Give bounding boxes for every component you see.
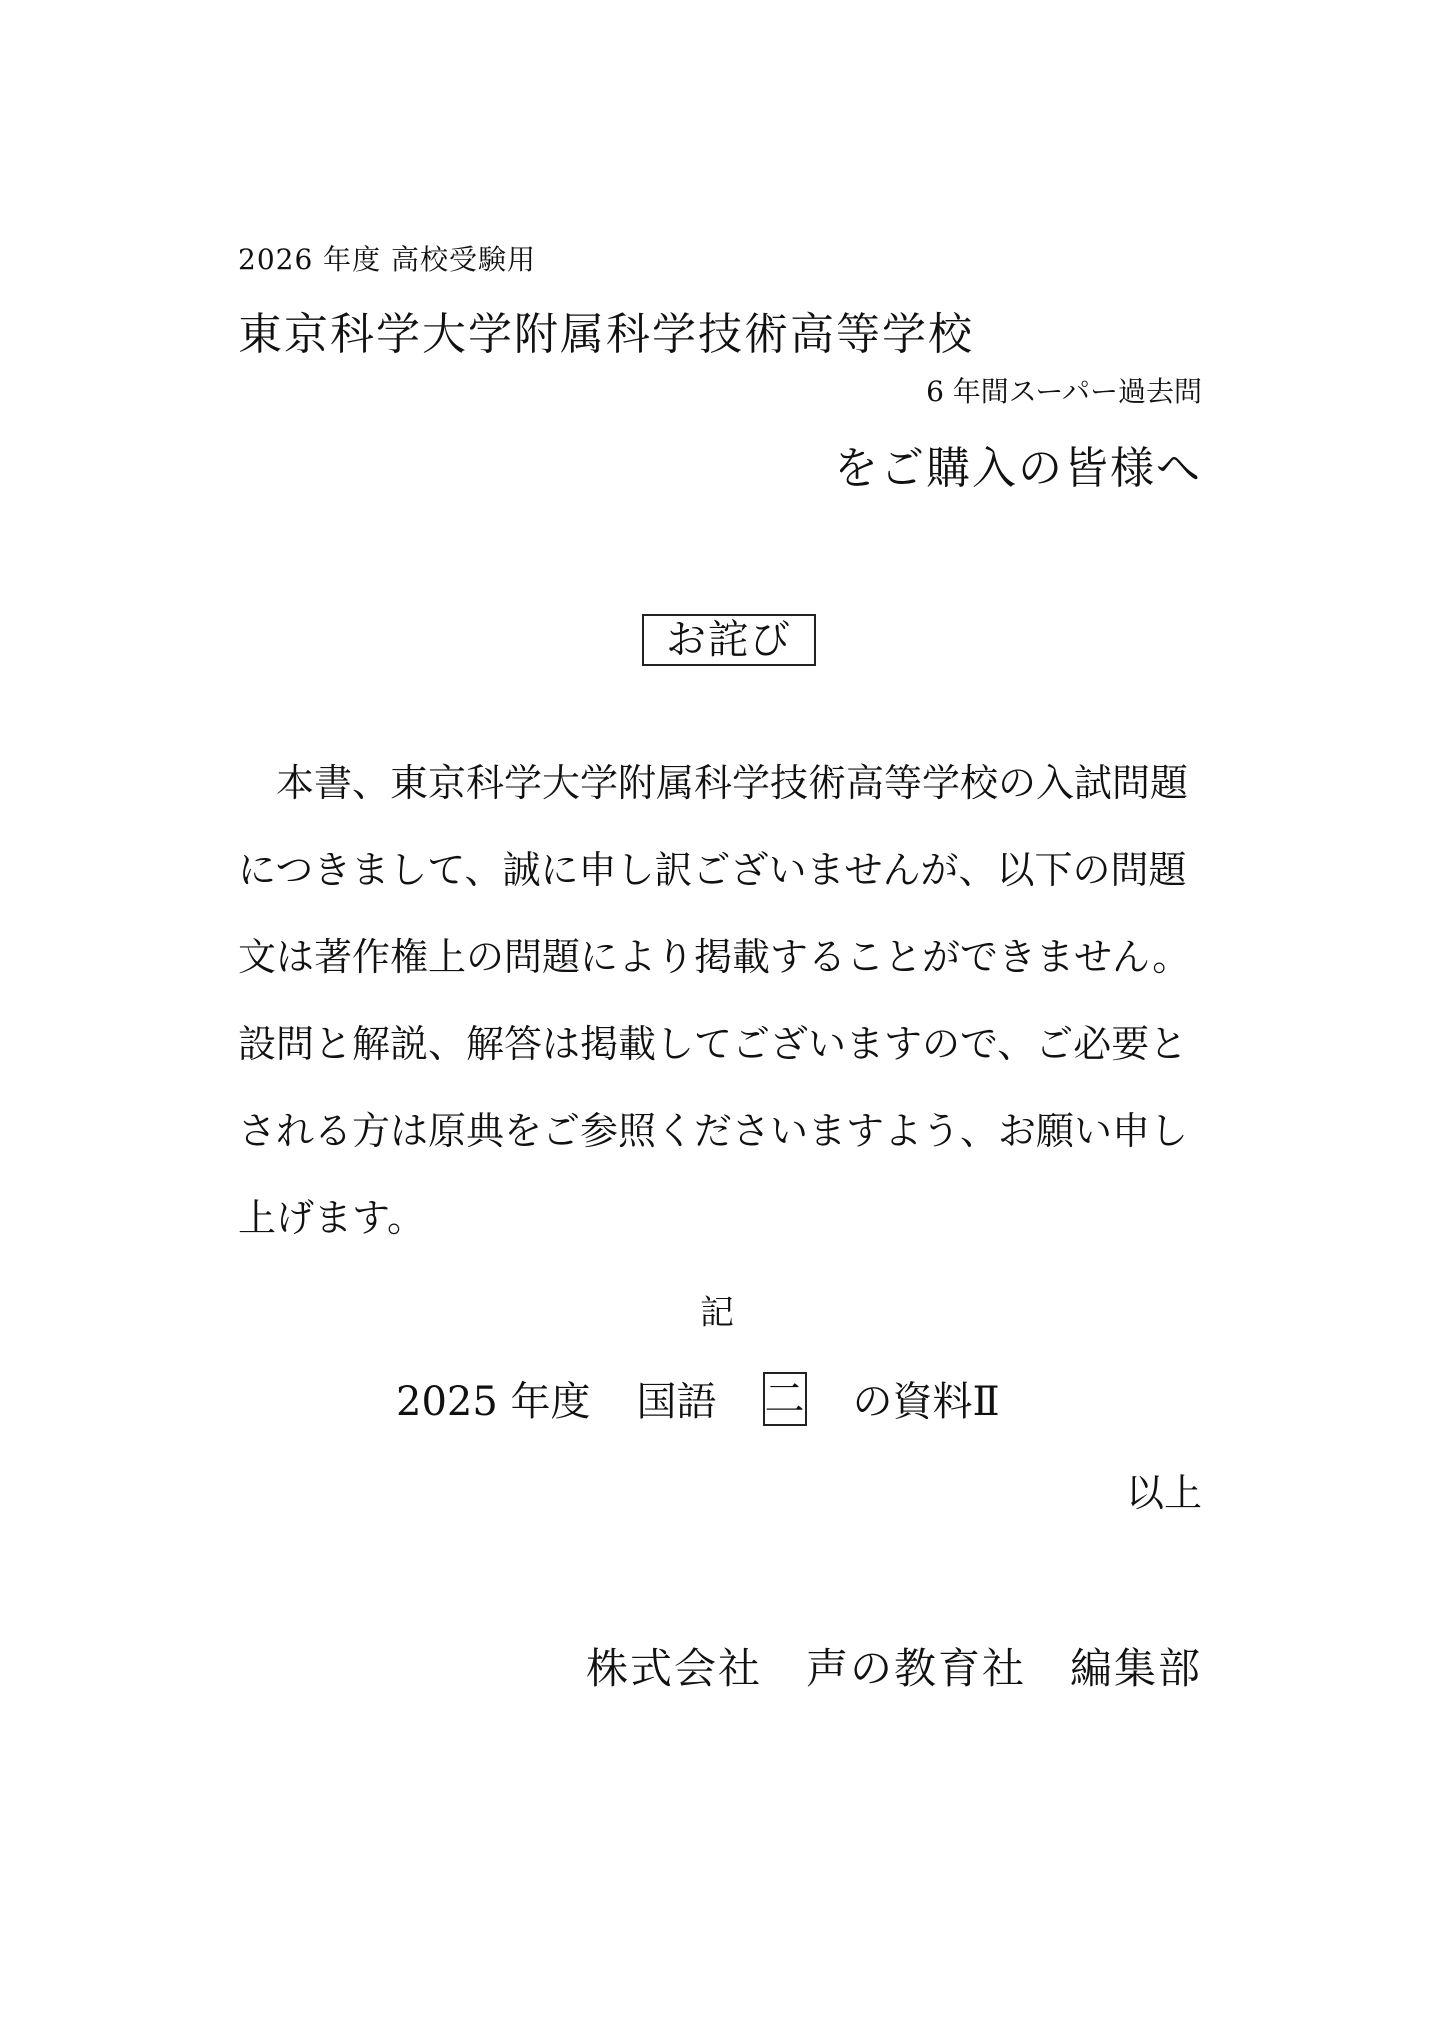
greeting: をご購入の皆様へ [834,443,1202,494]
school-name: 東京科学大学附属科学技術高等学校 [238,309,974,360]
closing-mark: 以上 [1125,1471,1202,1515]
publisher [586,1636,1202,1696]
item-section-box [763,1372,807,1426]
item-year: 2025 年度 [396,1379,591,1425]
omitted-item [396,1370,1000,1427]
apology-title [642,614,816,666]
item-section: 二 [764,1375,805,1422]
apology-title-text: お詫び [666,617,792,663]
notice-line: 本書、東京科学大学附属科学技術高等学校の入試問題 [276,761,1189,805]
notice-line: 上げます。 [238,1196,425,1240]
notice-line: 文は著作権上の問題により掲載することができません。 [238,935,1191,979]
item-subject: 国語 [636,1379,717,1425]
notice-line: につきまして、誠に申し訳ございませんが、以下の問題 [238,848,1187,892]
publisher-name: 声の教育社 [805,1644,1026,1693]
item-material: の資料Ⅱ [852,1379,1000,1425]
product-name: 6 年間スーパー過去問 [926,375,1202,408]
notice-line: される方は原典をご参照くださいますよう、お願い申し [238,1109,1189,1153]
record-marker: 記 [700,1293,734,1333]
publisher-department: 編集部 [1069,1644,1202,1693]
publisher-company: 株式会社 [585,1644,762,1693]
edition-label: 2026 年度 高校受験用 [238,243,537,276]
notice-line: 設問と解説、解答は掲載してございますので、ご必要と [238,1022,1188,1066]
notice-body [238,740,1202,1262]
